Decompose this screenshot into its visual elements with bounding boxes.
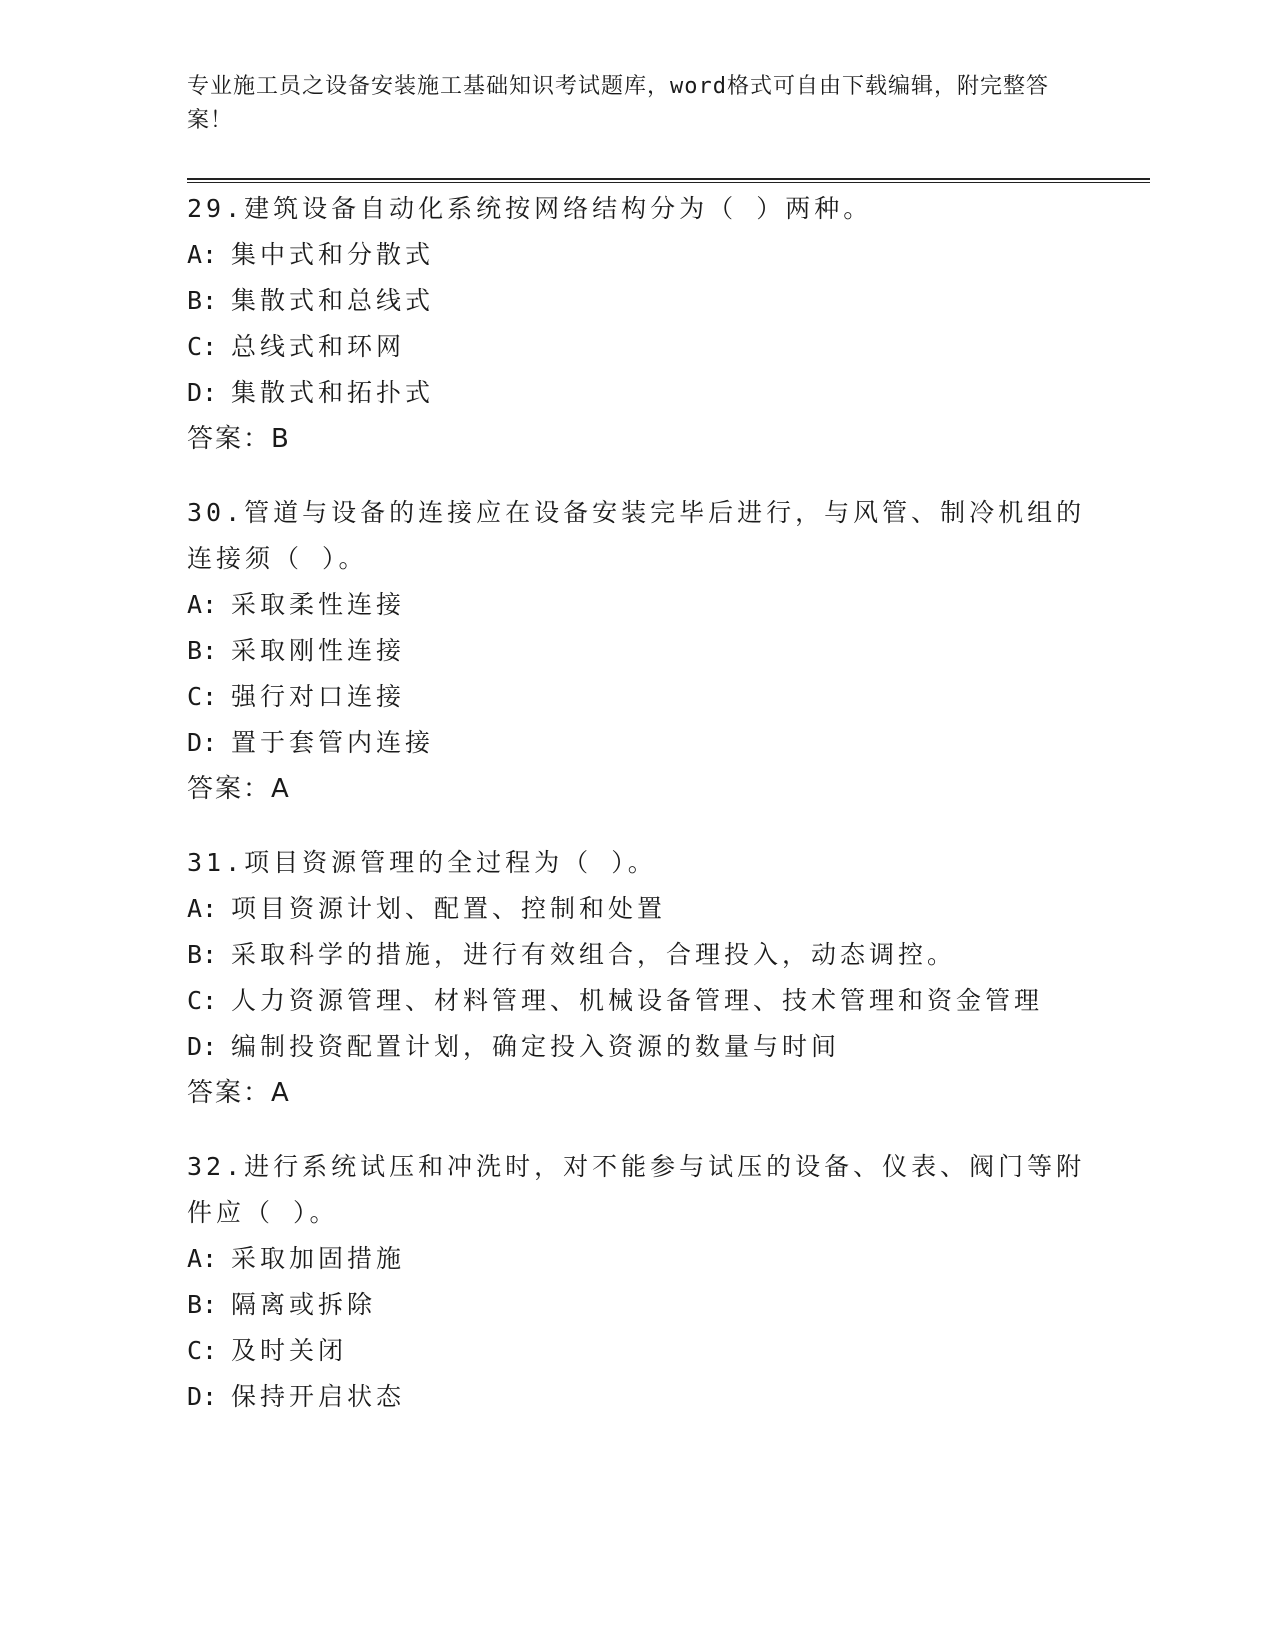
option-a (187, 886, 1087, 932)
option-a (187, 232, 1087, 278)
header-divider (187, 178, 1150, 183)
question-text: 31.项目资源管理的全过程为（ ）。 (187, 848, 657, 877)
option-b (187, 628, 1087, 674)
question-32 (187, 1144, 1087, 1420)
option-text: 编制投资配置计划，确定投入资源的数量与时间 (231, 1032, 841, 1061)
answer-label: 答案：A (187, 774, 291, 804)
answer-label: 答案：B (187, 424, 291, 454)
option-letter: B: (187, 636, 218, 665)
option-letter: D: (187, 1382, 218, 1411)
option-a (187, 1236, 1087, 1282)
option-letter: B: (187, 286, 218, 315)
question-text: 29.建筑设备自动化系统按网络结构分为（ ）两种。 (187, 194, 873, 223)
option-b (187, 1282, 1087, 1328)
option-d (187, 1374, 1087, 1420)
question-text: 30.管道与设备的连接应在设备安装完毕后进行，与风管、制冷机组的连接须（ ）。 (187, 498, 1086, 573)
option-b (187, 932, 1087, 978)
option-text: 置于套管内连接 (231, 728, 435, 757)
option-text: 采取科学的措施，进行有效组合，合理投入，动态调控。 (231, 940, 957, 969)
option-text: 总线式和环网 (231, 332, 406, 361)
option-letter: D: (187, 1032, 218, 1061)
option-text: 集散式和拓扑式 (231, 378, 435, 407)
option-letter: C: (187, 986, 218, 1015)
option-letter: D: (187, 378, 218, 407)
question-text: 32.进行系统试压和冲洗时，对不能参与试压的设备、仪表、阀门等附件应（ ）。 (187, 1152, 1086, 1227)
question-list (187, 186, 1087, 1448)
option-text: 人力资源管理、材料管理、机械设备管理、技术管理和资金管理 (231, 986, 1044, 1015)
option-text: 采取柔性连接 (231, 590, 406, 619)
option-letter: A: (187, 1244, 218, 1273)
option-text: 采取刚性连接 (231, 636, 406, 665)
option-letter: A: (187, 590, 218, 619)
option-letter: C: (187, 332, 218, 361)
question-29 (187, 186, 1087, 462)
option-d (187, 720, 1087, 766)
option-b (187, 278, 1087, 324)
option-text: 及时关闭 (231, 1336, 348, 1365)
option-text: 保持开启状态 (231, 1382, 406, 1411)
question-31 (187, 840, 1087, 1116)
option-c (187, 978, 1087, 1024)
option-d (187, 370, 1087, 416)
option-text: 采取加固措施 (231, 1244, 406, 1273)
option-letter: C: (187, 682, 218, 711)
option-text: 集散式和总线式 (231, 286, 435, 315)
option-letter: C: (187, 1336, 218, 1365)
option-a (187, 582, 1087, 628)
option-text: 集中式和分散式 (231, 240, 435, 269)
option-text: 强行对口连接 (231, 682, 406, 711)
option-c (187, 324, 1087, 370)
option-letter: B: (187, 940, 218, 969)
option-text: 隔离或拆除 (231, 1290, 377, 1319)
option-letter: A: (187, 240, 218, 269)
option-c (187, 1328, 1087, 1374)
question-30 (187, 490, 1087, 812)
document-header: 专业施工员之设备安装施工基础知识考试题库，word格式可自由下载编辑，附完整答案！ (187, 74, 1049, 133)
option-text: 项目资源计划、配置、控制和处置 (231, 894, 667, 923)
option-letter: A: (187, 894, 218, 923)
option-letter: B: (187, 1290, 218, 1319)
option-c (187, 674, 1087, 720)
option-d (187, 1024, 1087, 1070)
answer-label: 答案：A (187, 1078, 291, 1108)
option-letter: D: (187, 728, 218, 757)
